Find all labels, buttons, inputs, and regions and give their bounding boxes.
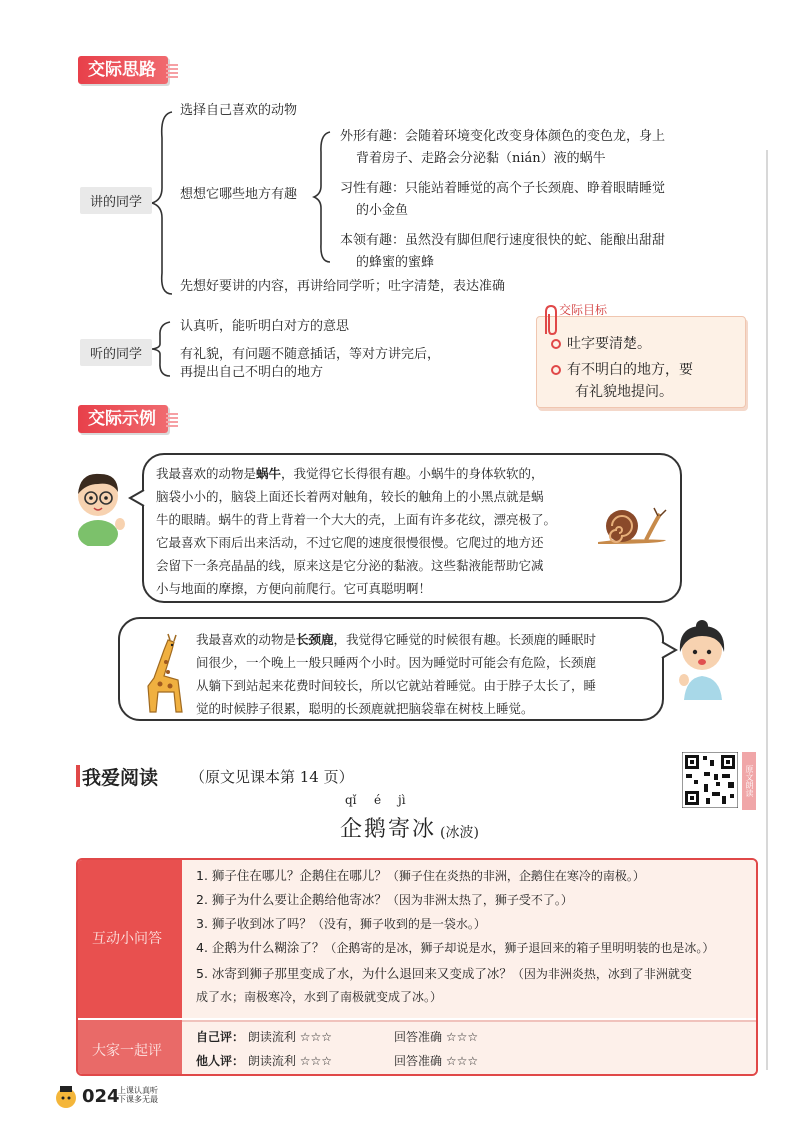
self-eval-row: 自己评： 朗读流利 ☆☆☆ — [196, 1030, 332, 1044]
qa-table — [76, 858, 758, 1076]
section-tag-example: 交际示例 — [78, 405, 168, 433]
reading-accent-bar — [76, 765, 80, 787]
listener-brace — [150, 318, 176, 380]
qa-item: 1. 狮子住在哪儿？企鹅住在哪儿？（狮子住在炎热的非洲，企鹅住在寒冷的南极。） — [196, 868, 645, 883]
qr-code-icon[interactable] — [682, 752, 738, 808]
goal-item1: 吐字要清楚。 — [551, 333, 651, 353]
example1-line5: 会留下一条亮晶晶的线，原来这是它分泌的黏液。这些黏液能帮助它减 — [156, 558, 544, 573]
listener-item2-line1: 有礼貌，有问题不随意插话，等对方讲完后， — [180, 347, 441, 362]
example1-line3: 牛的眼睛。蜗牛的背上背着一个大大的壳，上面有许多花纹，漂亮极了。 — [156, 512, 557, 527]
goal-bullet-icon — [551, 365, 561, 375]
qa-item: 3. 狮子收到冰了吗？（没有，狮子收到的是一袋水。） — [196, 916, 486, 931]
star-rating[interactable]: ☆☆☆ — [299, 1030, 332, 1044]
eval-section-label: 大家一起评 — [92, 1043, 162, 1059]
other-eval-row-2: 回答准确 ☆☆☆ — [394, 1054, 479, 1068]
mascot-icon — [52, 1084, 80, 1110]
listener-label: 听的同学 — [80, 339, 152, 366]
qa-section-label: 互动小问答 — [92, 931, 162, 947]
goal-item2-cont: 有礼貌地提问。 — [575, 384, 673, 400]
qa-item: 2. 狮子为什么要让企鹅给他寄冰？（因为非洲太热了，狮子受不了。） — [196, 892, 573, 907]
poem-author: (冰波) — [440, 825, 479, 841]
section-tag-idea: 交际思路 — [78, 56, 168, 84]
eval-left-panel — [78, 1020, 182, 1076]
paperclip-icon — [540, 304, 560, 338]
example1-line4: 它最喜欢下雨后出来活动，不过它爬的速度很慢很慢。它爬过的地方还 — [156, 535, 544, 550]
star-rating[interactable]: ☆☆☆ — [299, 1054, 332, 1068]
giraffe-illustration — [128, 632, 190, 716]
reading-source: （原文见课本第 14 页） — [190, 768, 354, 786]
qa-left-panel — [78, 860, 182, 1018]
example2-line3: 从躺下到站起来花费时间较长，所以它就站着睡觉。由于脖子太长了，睡 — [196, 678, 597, 693]
point-skill-2: 的蜂蜜的蜜蜂 — [356, 255, 435, 270]
self-eval-row-2: 回答准确 ☆☆☆ — [394, 1030, 479, 1044]
points-brace — [312, 128, 334, 266]
qa-item: 4. 企鹅为什么糊涂了？（企鹅寄的是冰，狮子却说是水，狮子退回来的箱子里明明装的也是冰。） — [196, 940, 715, 955]
poem-title: 企鹅寄冰 — [340, 817, 437, 842]
example2-line1: 我最喜欢的动物是长颈鹿，我觉得它睡觉的时候很有趣。长颈鹿的睡眠时 — [196, 632, 597, 647]
speaker-choose: 选择自己喜欢的动物 — [180, 103, 298, 118]
speaker-label: 讲的同学 — [80, 187, 152, 214]
pinyin-2: é — [374, 793, 382, 807]
star-rating[interactable]: ☆☆☆ — [445, 1030, 479, 1044]
qr-side-label: 原文朗读 — [742, 752, 756, 810]
star-rating[interactable]: ☆☆☆ — [445, 1054, 479, 1068]
footer-slogan: 上课认真听 下课多无最 — [118, 1086, 158, 1104]
reading-title: 我爱阅读 — [82, 767, 159, 789]
listener-item2-line2: 再提出自己不明白的地方 — [180, 365, 324, 380]
point-habit-2: 的小金鱼 — [356, 203, 409, 218]
pinyin-3: jì — [398, 793, 406, 807]
goal-title: 交际目标 — [559, 303, 608, 317]
snail-illustration — [594, 504, 670, 546]
example1-line2: 脑袋小小的，脑袋上面还长着两对触角，较长的触角上的小黑点就是蜗 — [156, 489, 544, 504]
point-habit-1: 习性有趣：只能站着睡觉的高个子长颈鹿、睁着眼睛睡觉 — [340, 181, 666, 196]
speaker-think: 想想它哪些地方有趣 — [180, 187, 298, 202]
point-skill-1: 本领有趣：虽然没有脚但爬行速度很快的蛇、能酿出甜甜 — [340, 233, 666, 248]
girl-avatar — [672, 618, 734, 704]
goal-bullet-icon — [551, 339, 561, 349]
goal-card — [536, 303, 746, 408]
point-shape-2: 背着房子、走路会分泌黏（nián）液的蜗牛 — [356, 151, 606, 166]
qa-item-cont: 成了水；南极寒冷，水到了南极就变成了冰。） — [196, 990, 443, 1004]
listener-item1: 认真听，能听明白对方的意思 — [180, 319, 350, 334]
boy-avatar — [68, 466, 130, 546]
example1-line1: 我最喜欢的动物是蜗牛，我觉得它长得很有趣。小蜗牛的身体软软的， — [156, 466, 544, 481]
example2-line4: 觉的时候脖子很累，聪明的长颈鹿就把脑袋靠在树枝上睡觉。 — [196, 701, 534, 716]
other-eval-row: 他人评： 朗读流利 ☆☆☆ — [196, 1054, 332, 1068]
example1-line6: 小与地面的摩擦，方便向前爬行。它可真聪明啊！ — [156, 581, 432, 596]
speaker-brace — [150, 108, 180, 298]
goal-item2: 有不明白的地方，要 — [551, 359, 693, 379]
page-edge — [766, 150, 768, 1070]
qa-item: 5. 冰寄到狮子那里变成了水，为什么退回来又变成了冰？（因为非洲炎热，冰到了非洲就变 — [196, 966, 692, 981]
point-shape-1: 外形有趣：会随着环境变化改变身体颜色的变色龙，身上 — [340, 129, 666, 144]
bubble-tail-icon — [128, 488, 146, 508]
speaker-prepare: 先想好要讲的内容，再讲给同学听；吐字清楚，表达准确 — [180, 279, 506, 294]
page-number: 024 — [82, 1086, 120, 1107]
example2-line2: 间很少，一个晚上一般只睡两个小时。因为睡觉时可能会有危险，长颈鹿 — [196, 655, 597, 670]
pinyin-1: qǐ — [345, 793, 357, 807]
